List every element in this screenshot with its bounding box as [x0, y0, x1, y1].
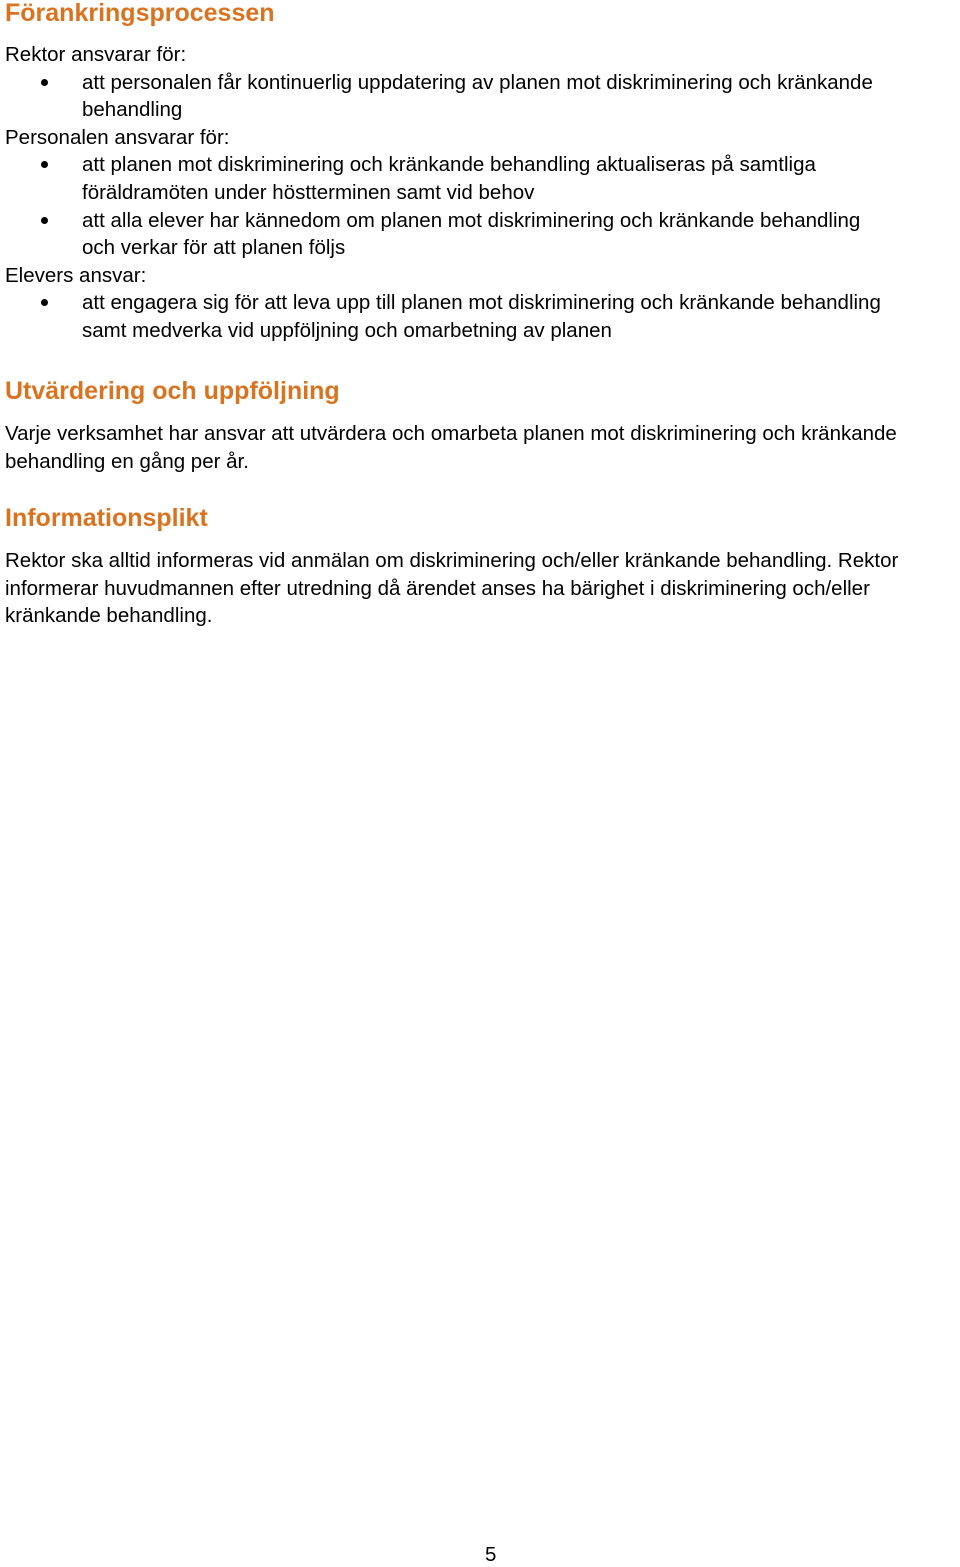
rektor-label: Rektor ansvarar för: — [5, 43, 187, 66]
personal-label: Personalen ansvarar för: — [5, 125, 230, 149]
heading-utvardering: Utvärdering och uppföljning — [5, 377, 340, 405]
list-item-text: att personalen får kontinuerlig uppdatering av planen mot diskriminering och kränkande behandling — [82, 70, 873, 122]
forankring-section — [5, 41, 960, 345]
list-item — [5, 151, 960, 206]
personal-list — [5, 151, 960, 261]
list-item-text: att engagera sig för att leva upp till planen mot diskriminering och kränkande behandling samt medverka vid uppföljning och omarbetning av planen — [82, 291, 881, 342]
list-item — [5, 289, 960, 344]
informationsplikt-paragraph: Rektor ska alltid informeras vid anmälan om diskriminering och/eller kränkande behandling. Rektor informerar huvudmannen efter utredning då ärendet anses ha bärighet i diskriminering och/eller kränkande behandling. — [5, 549, 899, 628]
heading-informationsplikt: Informationsplikt — [5, 504, 208, 532]
rektor-list — [5, 69, 960, 124]
list-item — [5, 207, 960, 262]
heading-forankringsprocessen: Förankringsprocessen — [5, 0, 275, 27]
page-number: 5 — [485, 1543, 497, 1566]
list-item — [5, 69, 960, 124]
list-item-text: att planen mot diskriminering och kränkande behandling aktualiseras på samtliga föräldramöten under höstterminen samt vid behov — [82, 153, 816, 204]
elever-label: Elevers ansvar: — [5, 263, 147, 287]
list-item-text: att alla elever har kännedom om planen mot diskriminering och kränkande behandling och verkar för att planen följs — [82, 208, 861, 260]
bullet-icon — [41, 161, 48, 168]
utvardering-paragraph: Varje verksamhet har ansvar att utvärdera och omarbeta planen mot diskriminering och kränkande behandling en gång per år. — [5, 422, 897, 473]
bullet-icon — [41, 79, 48, 86]
bullet-icon — [41, 299, 48, 306]
bullet-icon — [41, 217, 48, 224]
elever-list — [5, 289, 960, 344]
